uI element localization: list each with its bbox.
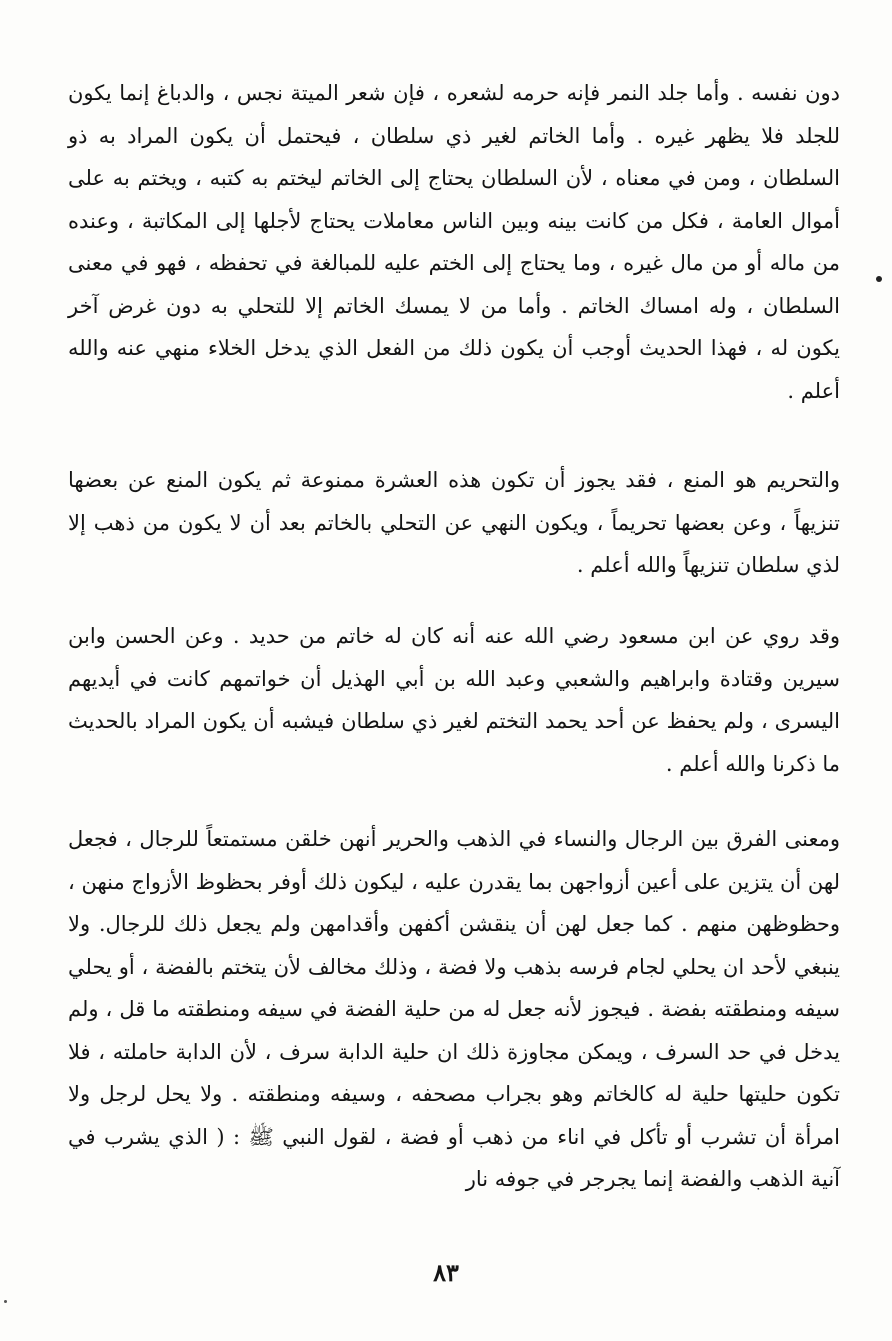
paragraph-4-text: ومعنى الفرق بين الرجال والنساء في الذهب والحرير أنهن خلقن مستمتعاً للرجال ، فجعل لهن أن يتزين على أعين أزواجهن بما يقدرن عليه ، ليكون ذلك أوفر بحظوظ الأزواج منهن ، وحظوظهن منهم . كما جعل لهن أن ينقشن أكفهن وأقدامهن ولم يجعل ذلك للرجال. ولا ينبغي لأحد ان يحلي لجام فرسه بذهب ولا فضة ، وذلك مخالف لأن يتختم بالفضة ، أو يحلي سيفه ومنطقته بفضة . فيجوز لأنه جعل له من حلية الفضة في سيفه ومنطقته ما قل ، ولم يدخل في حد السرف ، ويمكن مجاوزة ذلك ان حلية الدابة سرف ، لأن الدابة حاملته ، فلا تكون حليتها حلية له كالخاتم وهو بجراب مصحفه ، وسيفه ومنطقته . ولا يحل لرجل ولا امرأة أن تشرب أو تأكل في اناء من ذهب أو فضة ، لقول النبي ﷺ : ( الذي يشرب في آنية الذهب والفضة إنما يجرجر في جوفه نار [68, 827, 840, 1191]
paragraph-3-text: وقد روي عن ابن مسعود رضي الله عنه أنه كان له خاتم من حديد . وعن الحسن وابن سيرين وقتادة وابراهيم والشعبي وعبد الله بن أبي الهذيل أن خواتمهم كانت في أيديهم اليسرى ، ولم يحفظ عن أحد يحمد التختم لغير ذي سلطان فيشبه أن يكون المراد بالحديث ما ذكرنا والله أعلم . [68, 624, 840, 776]
paragraph-4 [68, 818, 840, 1201]
paragraph-3 [68, 615, 840, 785]
paragraph-2-text: والتحريم هو المنع ، فقد يجوز أن تكون هذه العشرة ممنوعة ثم يكون المنع عن بعضها تنزيهاً ، وعن بعضها تحريماً ، ويكون النهي عن التحلي بالخاتم بعد أن لا يكون من ذهب إلا لذي سلطان تنزيهاً والله أعلم . [68, 468, 840, 577]
scan-speck [4, 1300, 7, 1303]
paragraph-2 [68, 459, 840, 587]
paragraph-1-text: دون نفسه . وأما جلد النمر فإنه حرمه لشعره ، فإن شعر الميتة نجس ، والدباغ إنما يكون للجلد فلا يظهر غيره . وأما الخاتم لغير ذي سلطان ، فيحتمل أن يكون المراد به ذو السلطان ، ومن في معناه ، لأن السلطان يحتاج إلى الخاتم ليختم به كتبه ، ويختم به على أموال العامة ، فكل من كانت بينه وبين الناس معاملات يحتاج لأجلها إلى المكاتبة ، وعنده من ماله أو من مال غيره ، وما يحتاج إلى الختم عليه للمبالغة في تحفظه ، فهو في معنى السلطان ، وله امساك الخاتم . وأما من لا يمسك الخاتم إلا للتحلي به دون غرض آخر يكون له ، فهذا الحديث أوجب أن يكون ذلك من الفعل الذي يدخل الخلاء منهي عنه والله أعلم . [68, 81, 840, 403]
margin-mark [876, 276, 882, 282]
page-number: ٨٣ [433, 1258, 459, 1287]
paragraph-1 [68, 72, 840, 412]
